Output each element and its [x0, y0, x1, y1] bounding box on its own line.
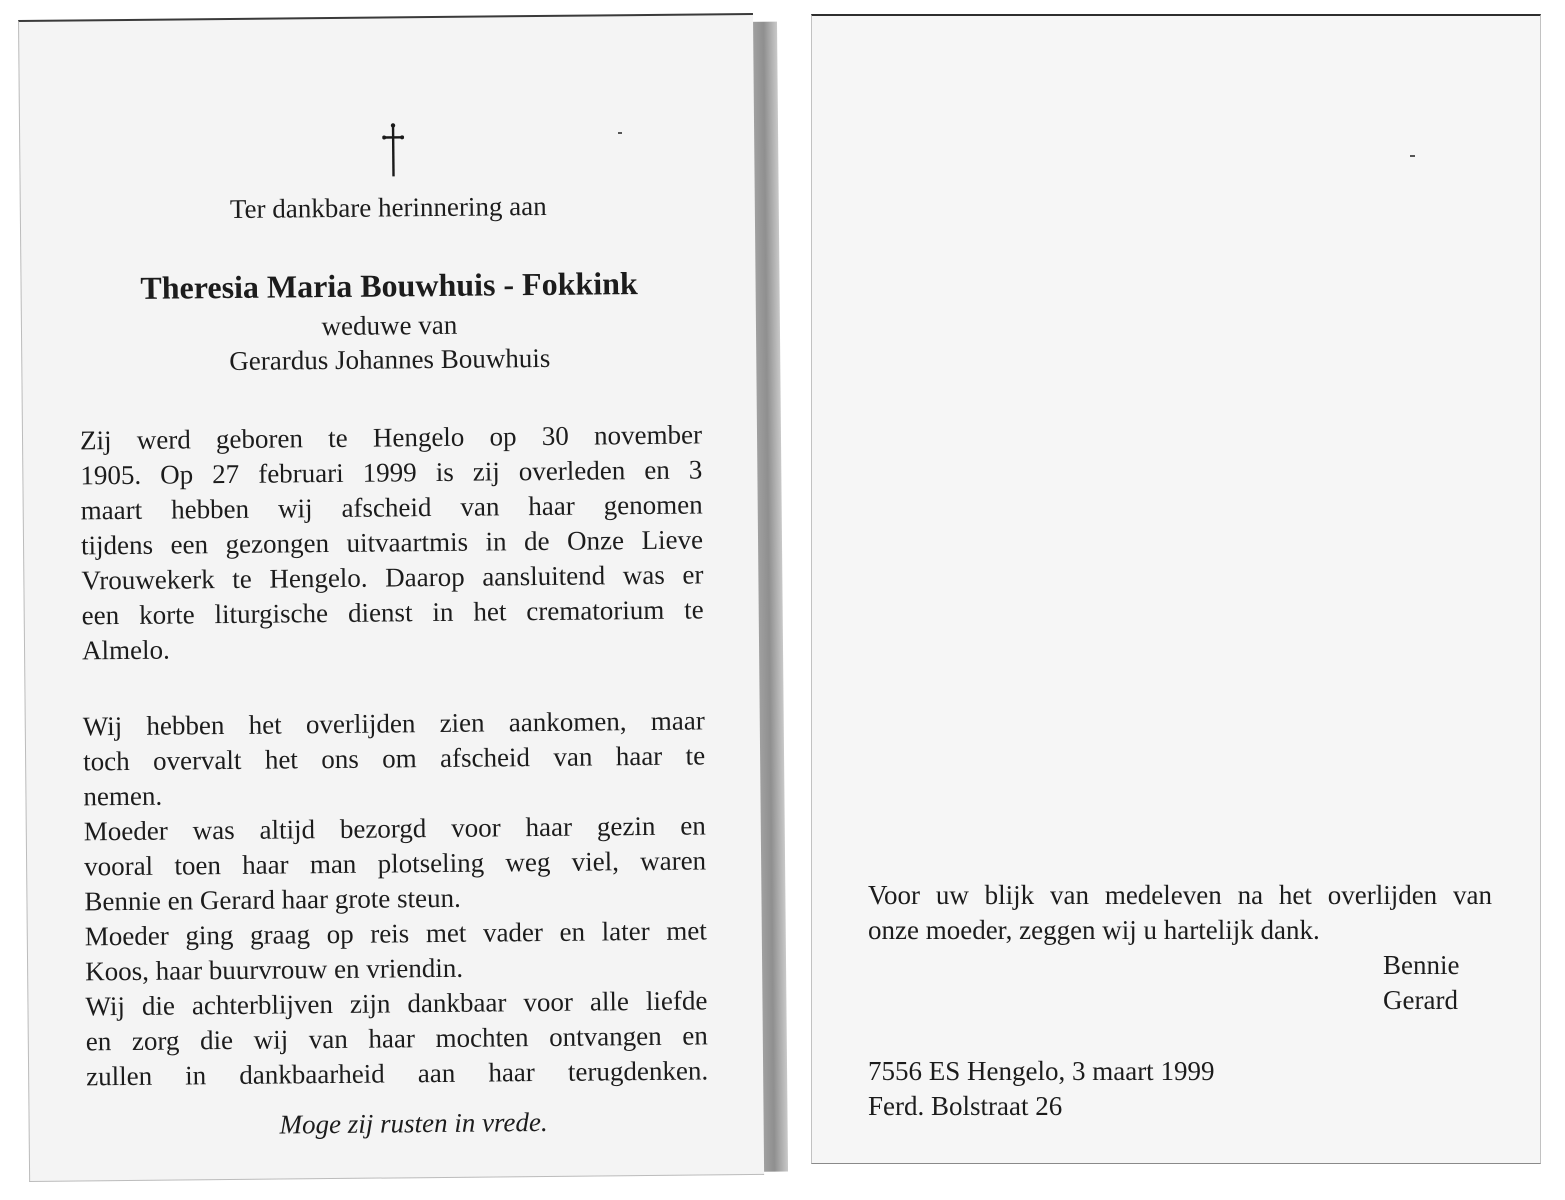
paragraph-line: vooral toen haar man plotseling weg viel, waren — [83, 845, 707, 882]
paragraph-line: Wij die achterblijven zijn dankbaar voor alle liefde — [85, 985, 708, 1022]
husband-name: Gerardus Johannes Bouwhuis — [229, 342, 551, 376]
paragraph-line: Moeder was altijd bezorgd voor haar gezin en — [83, 810, 706, 847]
paragraph-line: toch overvalt het ons om afscheid van haar te — [82, 740, 706, 777]
deceased-name: Theresia Maria Bouwhuis - Fokkink — [140, 265, 638, 306]
paragraph-line: Zij werd geboren te Hengelo op 30 november — [79, 419, 703, 456]
paragraph-line: Bennie en Gerard haar grote steun. — [84, 882, 461, 917]
signature-name: Bennie — [1383, 950, 1460, 980]
paragraph-line: tijdens een gezongen uitvaartmis in de Onze Lieve — [80, 524, 704, 561]
paragraph-line: nemen. — [83, 780, 163, 812]
paragraph-line: maart hebben wij afscheid van haar genomen — [80, 489, 703, 526]
memorial-card-back — [811, 14, 1541, 1164]
paragraph-line: Vrouwekerk te Hengelo. Daarop aansluitend was er — [81, 559, 704, 596]
signature-name: Gerard — [1383, 985, 1458, 1015]
paragraph-line: Moeder ging graag op reis met vader en later met — [84, 915, 707, 952]
scan-speck — [1410, 155, 1415, 157]
paragraph-line: Koos, haar buurvrouw en vriendin. — [84, 952, 464, 987]
paragraph-line: Wij hebben het overlijden zien aankomen, maar — [82, 705, 705, 742]
widow-of-text: weduwe van — [321, 309, 458, 342]
address-line: Ferd. Bolstraat 26 — [868, 1091, 1063, 1121]
paragraph-line: een korte liturgische dienst in het crematorium te — [81, 594, 704, 631]
closing-prayer: Moge zij rusten in vrede. — [279, 1106, 548, 1140]
paragraph-line: 1905. Op 27 februari 1999 is zij overleden en 3 — [80, 454, 703, 491]
memorial-card-front — [18, 13, 764, 1182]
paragraph-line: zullen in dankbaarheid aan haar terugdenken. — [85, 1055, 709, 1092]
thanks-line: onze moeder, zeggen wij u hartelijk dank. — [868, 915, 1320, 945]
paragraph-line: Almelo. — [81, 634, 170, 666]
latin-cross-icon — [382, 120, 405, 178]
intro-text: Ter dankbare herinnering aan — [229, 190, 547, 224]
scan-speck — [618, 132, 622, 134]
paragraph-line: en zorg die wij van haar mochten ontvangen en — [85, 1020, 708, 1057]
thanks-line: Voor uw blijk van medeleven na het overlijden van — [868, 880, 1492, 910]
address-line: 7556 ES Hengelo, 3 maart 1999 — [868, 1056, 1215, 1086]
